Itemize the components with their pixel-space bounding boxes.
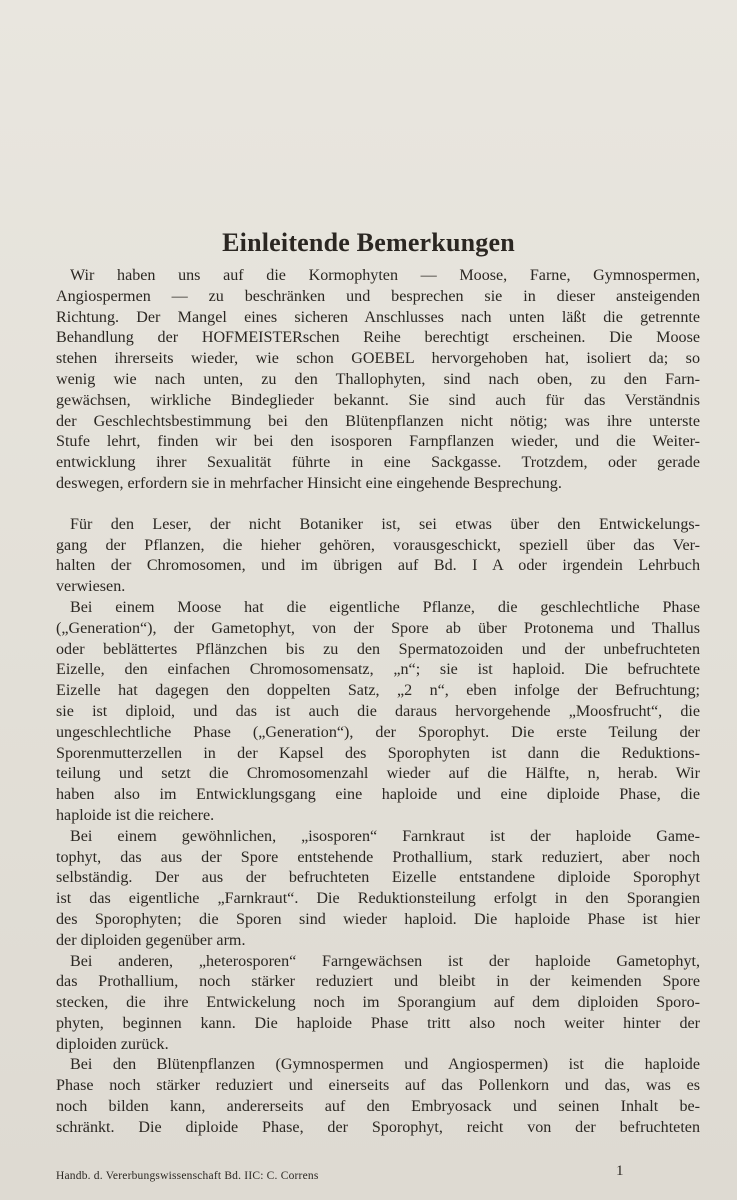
text-line: Richtung. Der Mangel eines sicheren Anschlusses nach unten läßt die getrennte: [56, 308, 700, 326]
text-line: oder beblättertes Pflänzchen bis zu den Spermatozoiden und der unbefruchteten: [56, 640, 700, 658]
text-line: diploiden zurück.: [56, 1035, 169, 1053]
text-line: Angiospermen — zu beschränken und besprechen sie in dieser ansteigenden: [56, 287, 700, 305]
paragraph: [56, 515, 700, 598]
paragraph: [56, 952, 700, 1056]
text-line: stecken, die ihre Entwickelung noch im Sporangium auf dem diploiden Sporo-: [56, 994, 700, 1012]
paragraph: [56, 598, 700, 827]
chapter-heading: Einleitende Bemerkungen: [222, 228, 515, 257]
text-line: ist das eigentliche „Farnkraut“. Die Reduktionsteilung erfolgt in den Sporangien: [56, 890, 700, 908]
text-line: („Generation“), der Gametophyt, von der Spore ab über Protonema und Thallus: [56, 619, 700, 637]
text-line: halten der Chromosomen, und im übrigen auf Bd. I A oder irgendein Lehrbuch: [56, 557, 700, 575]
text-line: phyten, beginnen kann. Die haploide Phase tritt also noch weiter hinter der: [56, 1014, 700, 1032]
text-line: sie ist diploid, und das ist auch die daraus hervorgehende „Moosfrucht“, die: [56, 702, 700, 720]
text-line: Sporenmutterzellen in der Kapsel des Sporophyten ist dann die Reduktions-: [56, 744, 700, 762]
text-line: Behandlung der HOFMEISTERschen Reihe berechtigt erscheinen. Die Moose: [56, 329, 700, 347]
page-footer: Handb. d. Vererbungswissenschaft Bd. IIC: C. Correns: [56, 1170, 319, 1182]
text-line: tophyt, das aus der Spore entstehende Prothallium, stark reduziert, aber noch: [56, 848, 700, 866]
text-line: Für den Leser, der nicht Botaniker ist, sei etwas über den Entwickelungs-: [70, 515, 700, 533]
body-text: [56, 266, 700, 1139]
text-line: wenig wie nach unten, zu den Thallophyten, sind nach oben, zu den Farn-: [56, 370, 700, 388]
text-line: Bei einem Moose hat die eigentliche Pflanze, die geschlechtliche Phase: [70, 598, 700, 616]
text-line: Wir haben uns auf die Kormophyten — Moose, Farne, Gymnospermen,: [70, 267, 700, 284]
text-line: gang der Pflanzen, die hieher gehören, vorausgeschickt, speziell über das Ver-: [56, 536, 700, 554]
paragraph-gap: [56, 495, 700, 515]
text-line: das Prothallium, noch stärker reduziert und bleibt in der keimenden Spore: [56, 973, 700, 991]
text-line: Phase noch stärker reduziert und einerseits auf das Pollenkorn und das, was es: [56, 1077, 700, 1095]
text-line: haben also im Entwicklungsgang eine haploide und eine diploide Phase, die: [56, 786, 700, 804]
text-line: stehen ihrerseits wieder, wie schon GOEBEL hervorgehoben hat, isoliert da; so: [56, 350, 700, 368]
text-line: entwicklung ihrer Sexualität führte in eine Sackgasse. Trotzdem, oder gerade: [56, 454, 700, 472]
paragraph: [56, 266, 700, 495]
text-line: gewächsen, wirkliche Bindeglieder bekannt. Sie sind auch für das Verständnis: [56, 391, 700, 409]
text-line: noch bilden kann, andererseits auf den Embryosack und seinen Inhalt be-: [56, 1098, 700, 1116]
text-line: selbständig. Der aus der befruchteten Eizelle entstandene diploide Sporophyt: [56, 869, 700, 887]
text-line: der diploiden gegenüber arm.: [56, 931, 246, 949]
text-line: schränkt. Die diploide Phase, der Sporophyt, reicht von der befruchteten: [56, 1118, 700, 1136]
text-line: Bei einem gewöhnlichen, „isosporen“ Farnkraut ist der haploide Game-: [70, 827, 700, 845]
text-line: haploide ist die reichere.: [56, 806, 215, 824]
paragraph: [56, 827, 700, 952]
paragraph: [56, 1055, 700, 1138]
text-line: verwiesen.: [56, 578, 126, 596]
text-line: teilung und setzt die Chromosomenzahl wieder auf die Hälfte, n, herab. Wir: [56, 765, 700, 783]
text-line: deswegen, erfordern sie in mehrfacher Hinsicht eine eingehende Besprechung.: [56, 474, 562, 492]
text-line: Bei den Blütenpflanzen (Gymnospermen und Angiospermen) ist die haploide: [70, 1056, 700, 1074]
text-line: Eizelle, den einfachen Chromosomensatz, „n“; sie ist haploid. Die befruchtete: [56, 661, 700, 679]
text-line: Stufe lehrt, finden wir bei den isosporen Farnpflanzen wieder, und die Weiter-: [56, 433, 700, 451]
text-line: des Sporophyten; die Sporen sind wieder haploid. Die haploide Phase ist hier: [56, 910, 700, 928]
text-line: Eizelle hat dagegen den doppelten Satz, „2 n“, eben infolge der Befruchtung;: [56, 682, 700, 700]
text-line: ungeschlechtliche Phase („Generation“), der Sporophyt. Die erste Teilung der: [56, 723, 700, 741]
text-line: Bei anderen, „heterosporen“ Farngewächsen ist der haploide Gametophyt,: [70, 952, 700, 970]
text-line: der Geschlechtsbestimmung bei den Blütenpflanzen nicht nötig; was ihre unterste: [56, 412, 700, 430]
page-number: 1: [616, 1163, 624, 1179]
